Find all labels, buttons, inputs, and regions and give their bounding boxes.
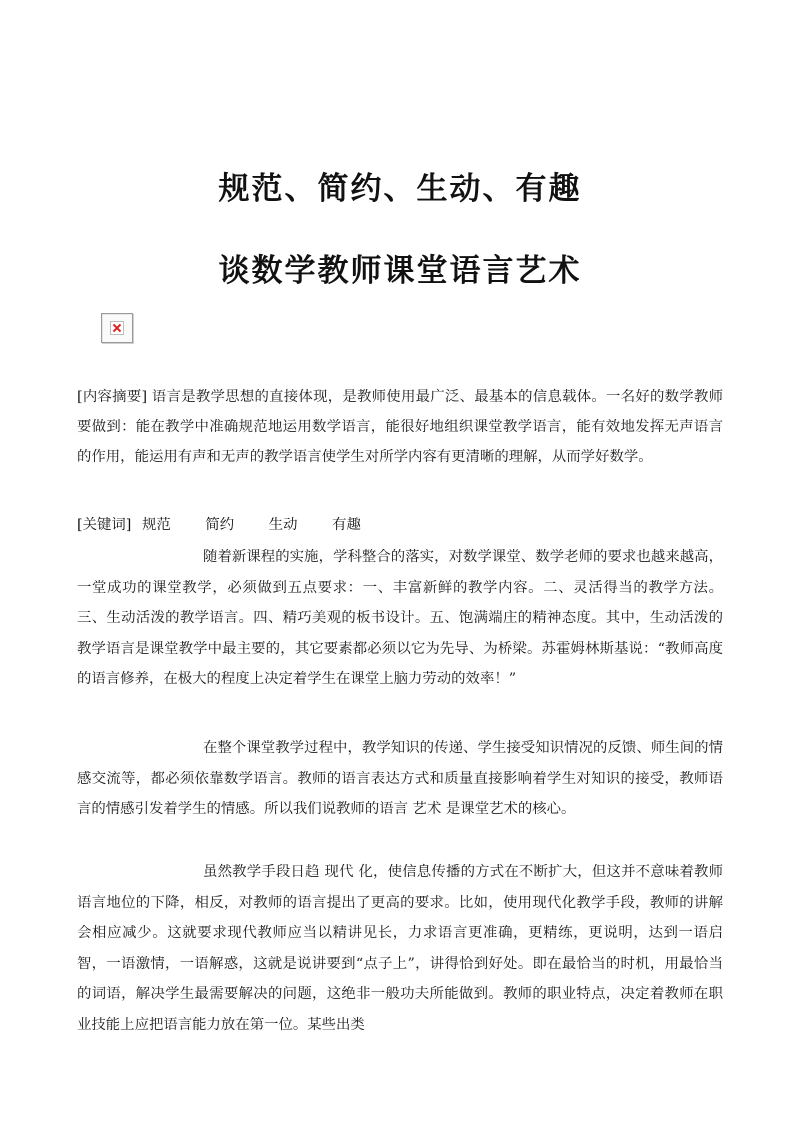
document-title-line-1: 规范、简约、生动、有趣 — [218, 171, 582, 207]
document-title-line-2: 谈数学教师课堂语言艺术 — [218, 253, 582, 289]
body-paragraph: 虽然教学手段日趋 现代 化，使信息传播的方式在不断扩大，但这并不意味着教师语言地位的下降，相反，对教师的语言提出了更高的要求。比如，使用现代化教学手段，教师的讲解会相应减少。这就要求现代教师应当以精讲见长，力求语言更准确，更精练，更说明，达到一语启智，一语激情，一语解惑，这就是说讲要到“点子上”，讲得恰到好处。即在最恰当的时机，用最恰当的词语，解决学生最需要解决的问题，这绝非一般功夫所能做到。教师的职业特点，决定着教师在职业技能上应把语言能力放在第一位。某些出类 — [77, 864, 723, 1033]
keywords-label: [关键词] — [77, 517, 132, 533]
keyword: 规范 — [141, 517, 171, 533]
abstract-paragraph: [内容摘要] 语言是教学思想的直接体现，是教师使用最广泛、最基本的信息载体。一名好的数学教师要做到：能在教学中准确规范地运用数学语言，能很好地组织课堂教学语言，能有效地发挥无声语言的作用，能运用有声和无声的教学语言使学生对所学内容有更清晰的理解，从而学好数学。 — [77, 389, 723, 465]
body-paragraph: 在整个课堂教学过程中，教学知识的传递、学生接受知识情况的反馈、师生间的情感交流等，都必须依靠数学语言。教师的语言表达方式和质量直接影响着学生对知识的接受，教师语言的情感引发着学生的情感。所以我们说教师的语言 艺术 是课堂艺术的核心。 — [77, 740, 723, 817]
keywords-line — [77, 510, 723, 540]
broken-image-icon — [110, 321, 124, 335]
body-paragraph: 随着新课程的实施，学科整合的落实，对数学课堂、数学老师的要求也越来越高，一堂成功的课堂教学，必须做到五点要求：一、丰富新鲜的教学内容。二、灵活得当的教学方法。三、生动活泼的教学语言。四、精巧美观的板书设计。五、饱满端庄的精神态度。其中，生动活泼的教学语言是课堂教学中最主要的，其它要素都必须以它为先导、为桥梁。苏霍姆林斯基说：“教师高度的语言修养，在极大的程度上决定着学生在课堂上脑力劳动的效率！” — [77, 549, 723, 687]
keyword: 生动 — [268, 517, 298, 533]
broken-image-placeholder — [101, 313, 133, 343]
keyword: 有趣 — [332, 517, 361, 533]
keyword: 简约 — [205, 517, 235, 533]
